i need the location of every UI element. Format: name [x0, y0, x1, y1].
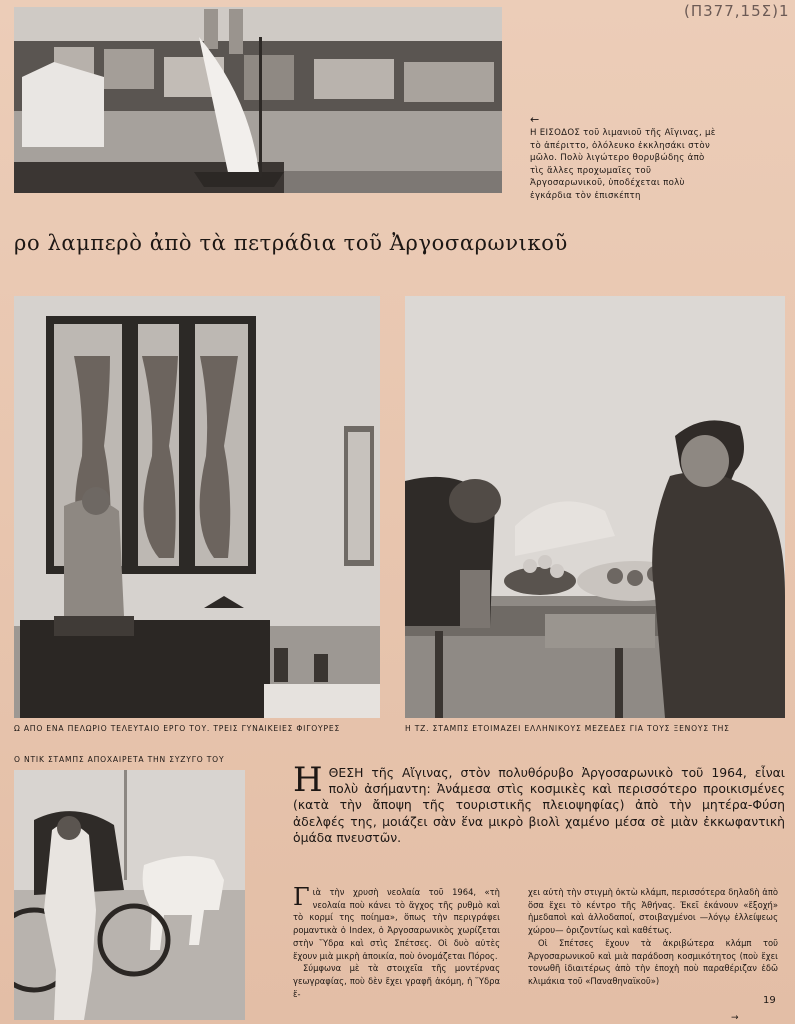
carriage-photo [14, 770, 245, 1020]
caption-arrow-left-icon: ← [530, 113, 540, 126]
lead-drop-cap: Η [293, 760, 323, 800]
column2-paragraph-2: Οἱ Σπέτσες ἔχουν τὰ ἀκριβώτερα κλάμπ τοῦ Ἀργοσαρωνικοῦ καὶ μιὰ παράδοση κοσμικότητος (ποὺ ἔχει τονωθῆ ἰδιαιτέρως ἀπὸ τὴν ἐποχὴ ποὺ παραθέριζαν ἐδῶ κλιμάκια τοῦ «Παναθηναϊκοῦ») [528, 937, 778, 986]
column2-paragraph-1: χει αὐτὴ τὴν στιγμὴ ὀκτὼ κλάμπ, περισσότερα δηλαδὴ ἀπὸ ὅσα ἔχει τὸ κέντρο τῆς Ἀθήνας. Ἐκεῖ ἐκάνουν «ἔξοχή» ἡμεδαποὶ καὶ ἀλλοδαποί, στοιβαγμένοι —λόγῳ ἐλλείψεως χώρου— ὁριζοντίως καὶ καθέτως. [528, 887, 778, 936]
article-column-1 [293, 883, 500, 1000]
kitchen-caption: Η ΤΖ. ΣΤΑΜΠΣ ΕΤΟΙΜΑΖΕΙ ΕΛΛΗΝΙΚΟΥΣ ΜΕΖΕΔΕΣ ΓΙΑ ΤΟΥΣ ΞΕΝΟΥΣ ΤΗΣ [405, 724, 730, 733]
lead-text: ΘΕΣΗ τῆς Αἴγινας, στὸν πολυθόρυβο Ἀργοσαρωνικὸ τοῦ 1964, εἶναι πολὺ ἀσήμαντη: Ἀνάμεσα στὶς κοσμικὲς καὶ περισσότερο προικισμένες (κατὰ τὴν ἄποψη τῆς τουριστικῆς πλειοψηφίας) ἀπὸ τὴν μητέρα-Φύση ἀδελφές της, μοιάζει σὰν ἕνα μικρὸ βιολὶ χαμένο μέσα σὲ μιὰν ἐκκωφαντικὴ ὁμάδα πνευστῶν. [293, 765, 785, 845]
carriage-caption: Ο ΝΤΙΚ ΣΤΑΜΠΣ ΑΠΟΧΑΙΡΕΤΑ ΤΗΝ ΣΥΖΥΓΟ ΤΟΥ [14, 755, 225, 764]
column1-drop-cap: Γ [293, 883, 310, 911]
harbor-photo [14, 7, 502, 193]
lead-paragraph [293, 760, 785, 846]
archive-handwritten-mark: (Π377,15Σ)1 [684, 2, 790, 20]
column1-paragraph-2: Σύμφωνα μὲ τὰ στοιχεῖα τῆς μοντέρνας γεωγραφίας, ποὺ δὲν ἔχει γραφῆ ἀκόμη, ἡ Ὕδρα ἔ- [293, 963, 500, 999]
column1-paragraph-1: ιὰ τὴν χρυσὴ νεολαία τοῦ 1964, «τὴ νεολαία ποὺ κάνει τὸ ἄγχος τῆς ρυθμὸ καὶ τὸ κορμί της ποίημα», ὅπως τὴν περιγράφει ρομαντικὰ ὁ Index, ὁ Ἀργοσαρωνικὸς χωρίζεται στὴν Ὕδρα καὶ στὶς Σπέτσες. Οἱ δυὸ αὐτὲς ἔχουν μιὰ μικρὴ ἀποικία, ποὺ ὀνομάζεται Πόρος. [293, 887, 500, 961]
sculpture-photo [14, 296, 380, 718]
kitchen-photo [405, 296, 785, 718]
continue-arrow-icon: → [731, 1013, 739, 1023]
harbor-caption: Η ΕΙΣΟΔΟΣ τοῦ λιμανιοῦ τῆς Αἴγινας, μὲ τὸ ἀπέριττο, ὁλόλευκο ἐκκλησάκι στὸν μῶλο. Πολὺ λιγώτερο θορυβώδης ἀπὸ τὶς ἄλλες προχωμαῖες τοῦ Ἀργοσαρωνικοῦ, ὑποδέχεται πολὺ ἐγκάρδια τὸν ἐπισκέπτη [530, 128, 716, 201]
page-number: 19 [763, 995, 776, 1006]
article-headline: ρο λαμπερὸ ἀπὸ τὰ πετράδια τοῦ Ἀργοσαρωνικοῦ [14, 231, 568, 255]
sculpture-caption: Ω ΑΠΟ ΕΝΑ ΠΕΛΩΡΙΟ ΤΕΛΕΥΤΑΙΟ ΕΡΓΟ ΤΟΥ. ΤΡΕΙΣ ΓΥΝΑΙΚΕΙΕΣ ΦΙΓΟΥΡΕΣ [14, 724, 341, 733]
article-column-2 [528, 886, 778, 988]
